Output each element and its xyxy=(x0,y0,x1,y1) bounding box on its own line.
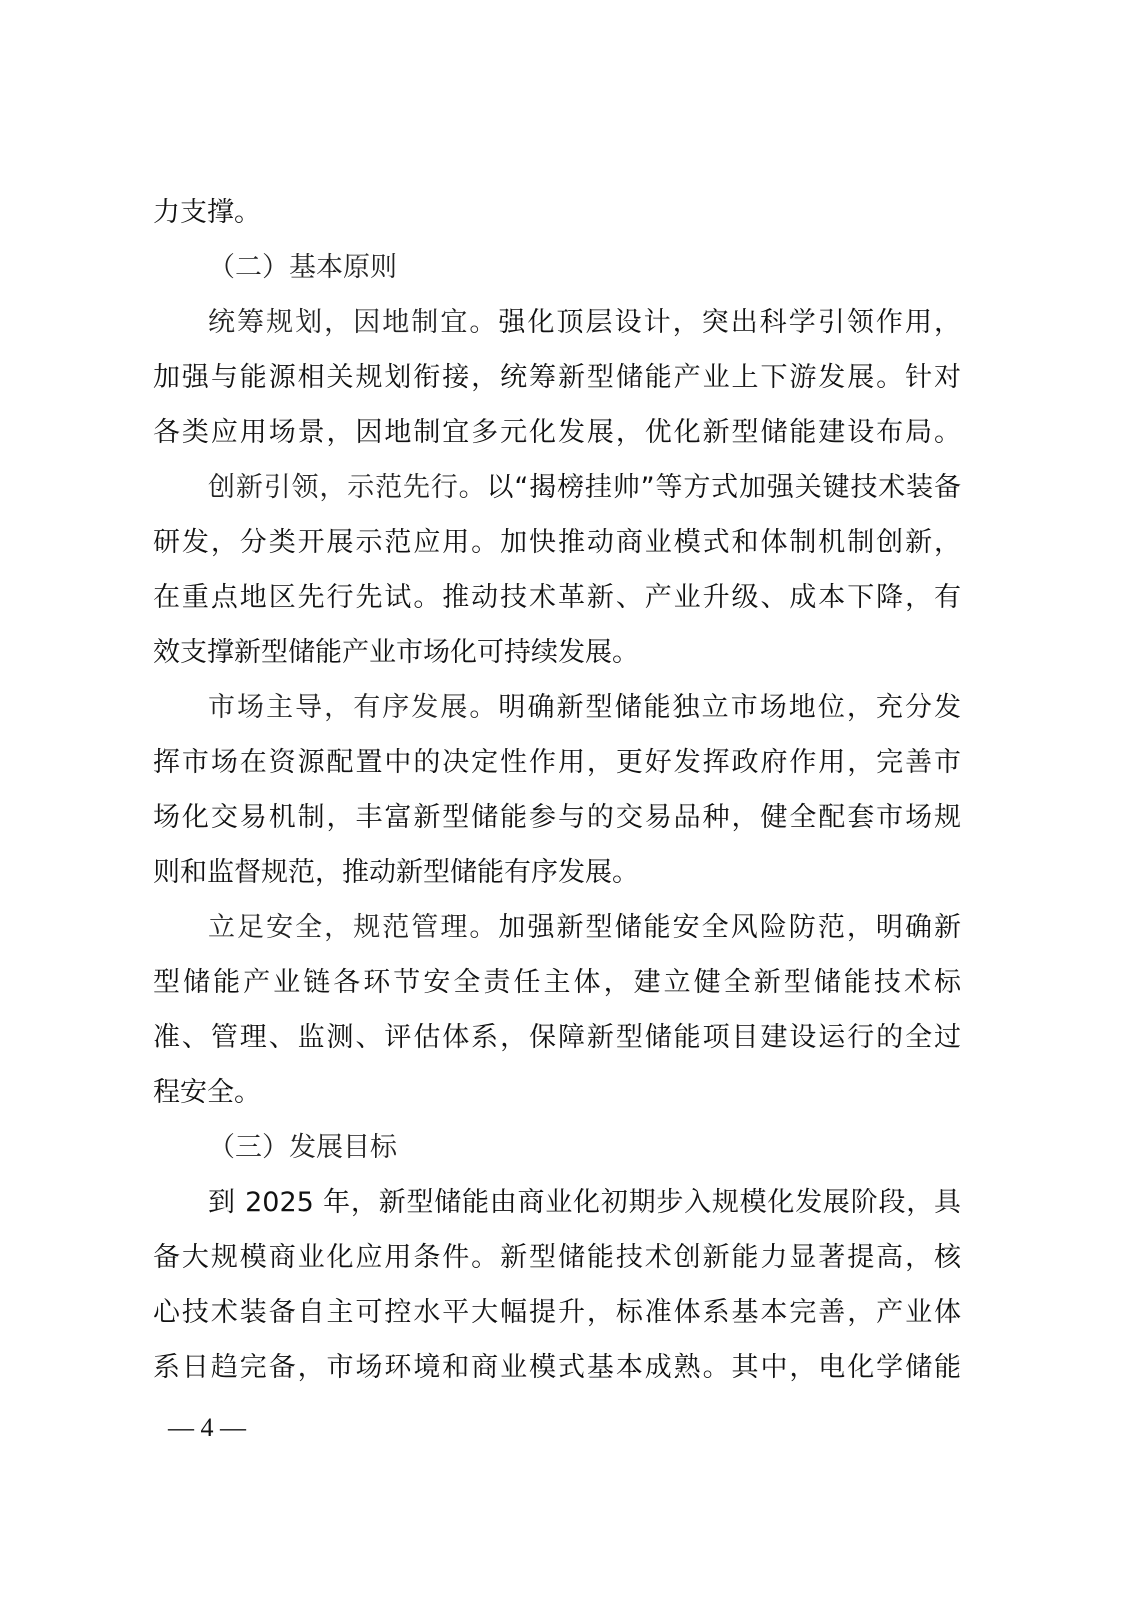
text-line: 准、管理、监测、评估体系，保障新型储能项目建设运行的全过 xyxy=(153,1022,961,1053)
text-line: 备大规模商业化应用条件。新型储能技术创新能力显著提高，核 xyxy=(153,1242,961,1273)
principle-lead-line: 立足安全，规范管理。加强新型储能安全风险防范，明确新 xyxy=(208,912,961,943)
text-line: 系日趋完备，市场环境和商业模式基本成熟。其中，电化学储能 xyxy=(153,1352,961,1383)
page-number: — 4 — xyxy=(168,1413,246,1442)
principle-lead-line: 创新引领，示范先行。以“揭榜挂帅”等方式加强关键技术装备 xyxy=(208,472,961,503)
text-line: 挥市场在资源配置中的决定性作用，更好发挥政府作用，完善市 xyxy=(153,747,961,778)
section-heading: （三）发展目标 xyxy=(208,1132,397,1163)
text-line: 研发，分类开展示范应用。加快推动商业模式和体制机制创新， xyxy=(153,527,961,558)
text-line: 心技术装备自主可控水平大幅提升，标准体系基本完善，产业体 xyxy=(153,1297,961,1328)
text-line: 程安全。 xyxy=(153,1077,261,1108)
principle-title: 市场主导，有序发展。 xyxy=(208,692,499,723)
text-line: 力支撑。 xyxy=(153,197,261,228)
principle-lead-line: 市场主导，有序发展。明确新型储能独立市场地位，充分发 xyxy=(208,692,961,723)
principle-title: 创新引领，示范先行。 xyxy=(208,472,487,503)
principle-title: 统筹规划，因地制宜。 xyxy=(208,307,499,338)
section-heading: （二）基本原则 xyxy=(208,252,397,283)
text-line: 场化交易机制，丰富新型储能参与的交易品种，健全配套市场规 xyxy=(153,802,961,833)
principle-title: 立足安全，规范管理。 xyxy=(208,912,499,943)
text-line: 则和监督规范，推动新型储能有序发展。 xyxy=(153,857,639,888)
text-line: 在重点地区先行先试。推动技术革新、产业升级、成本下降，有 xyxy=(153,582,961,613)
principle-lead-line: 统筹规划，因地制宜。强化顶层设计，突出科学引领作用， xyxy=(208,307,961,338)
text-line: 效支撑新型储能产业市场化可持续发展。 xyxy=(153,637,639,668)
text-line: 加强与能源相关规划衔接，统筹新型储能产业上下游发展。针对 xyxy=(153,362,961,393)
text-line: 型储能产业链各环节安全责任主体，建立健全新型储能技术标 xyxy=(153,967,961,998)
text-line: 各类应用场景，因地制宜多元化发展，优化新型储能建设布局。 xyxy=(153,417,961,448)
text-line: 到 2025 年，新型储能由商业化初期步入规模化发展阶段，具 xyxy=(208,1187,961,1218)
